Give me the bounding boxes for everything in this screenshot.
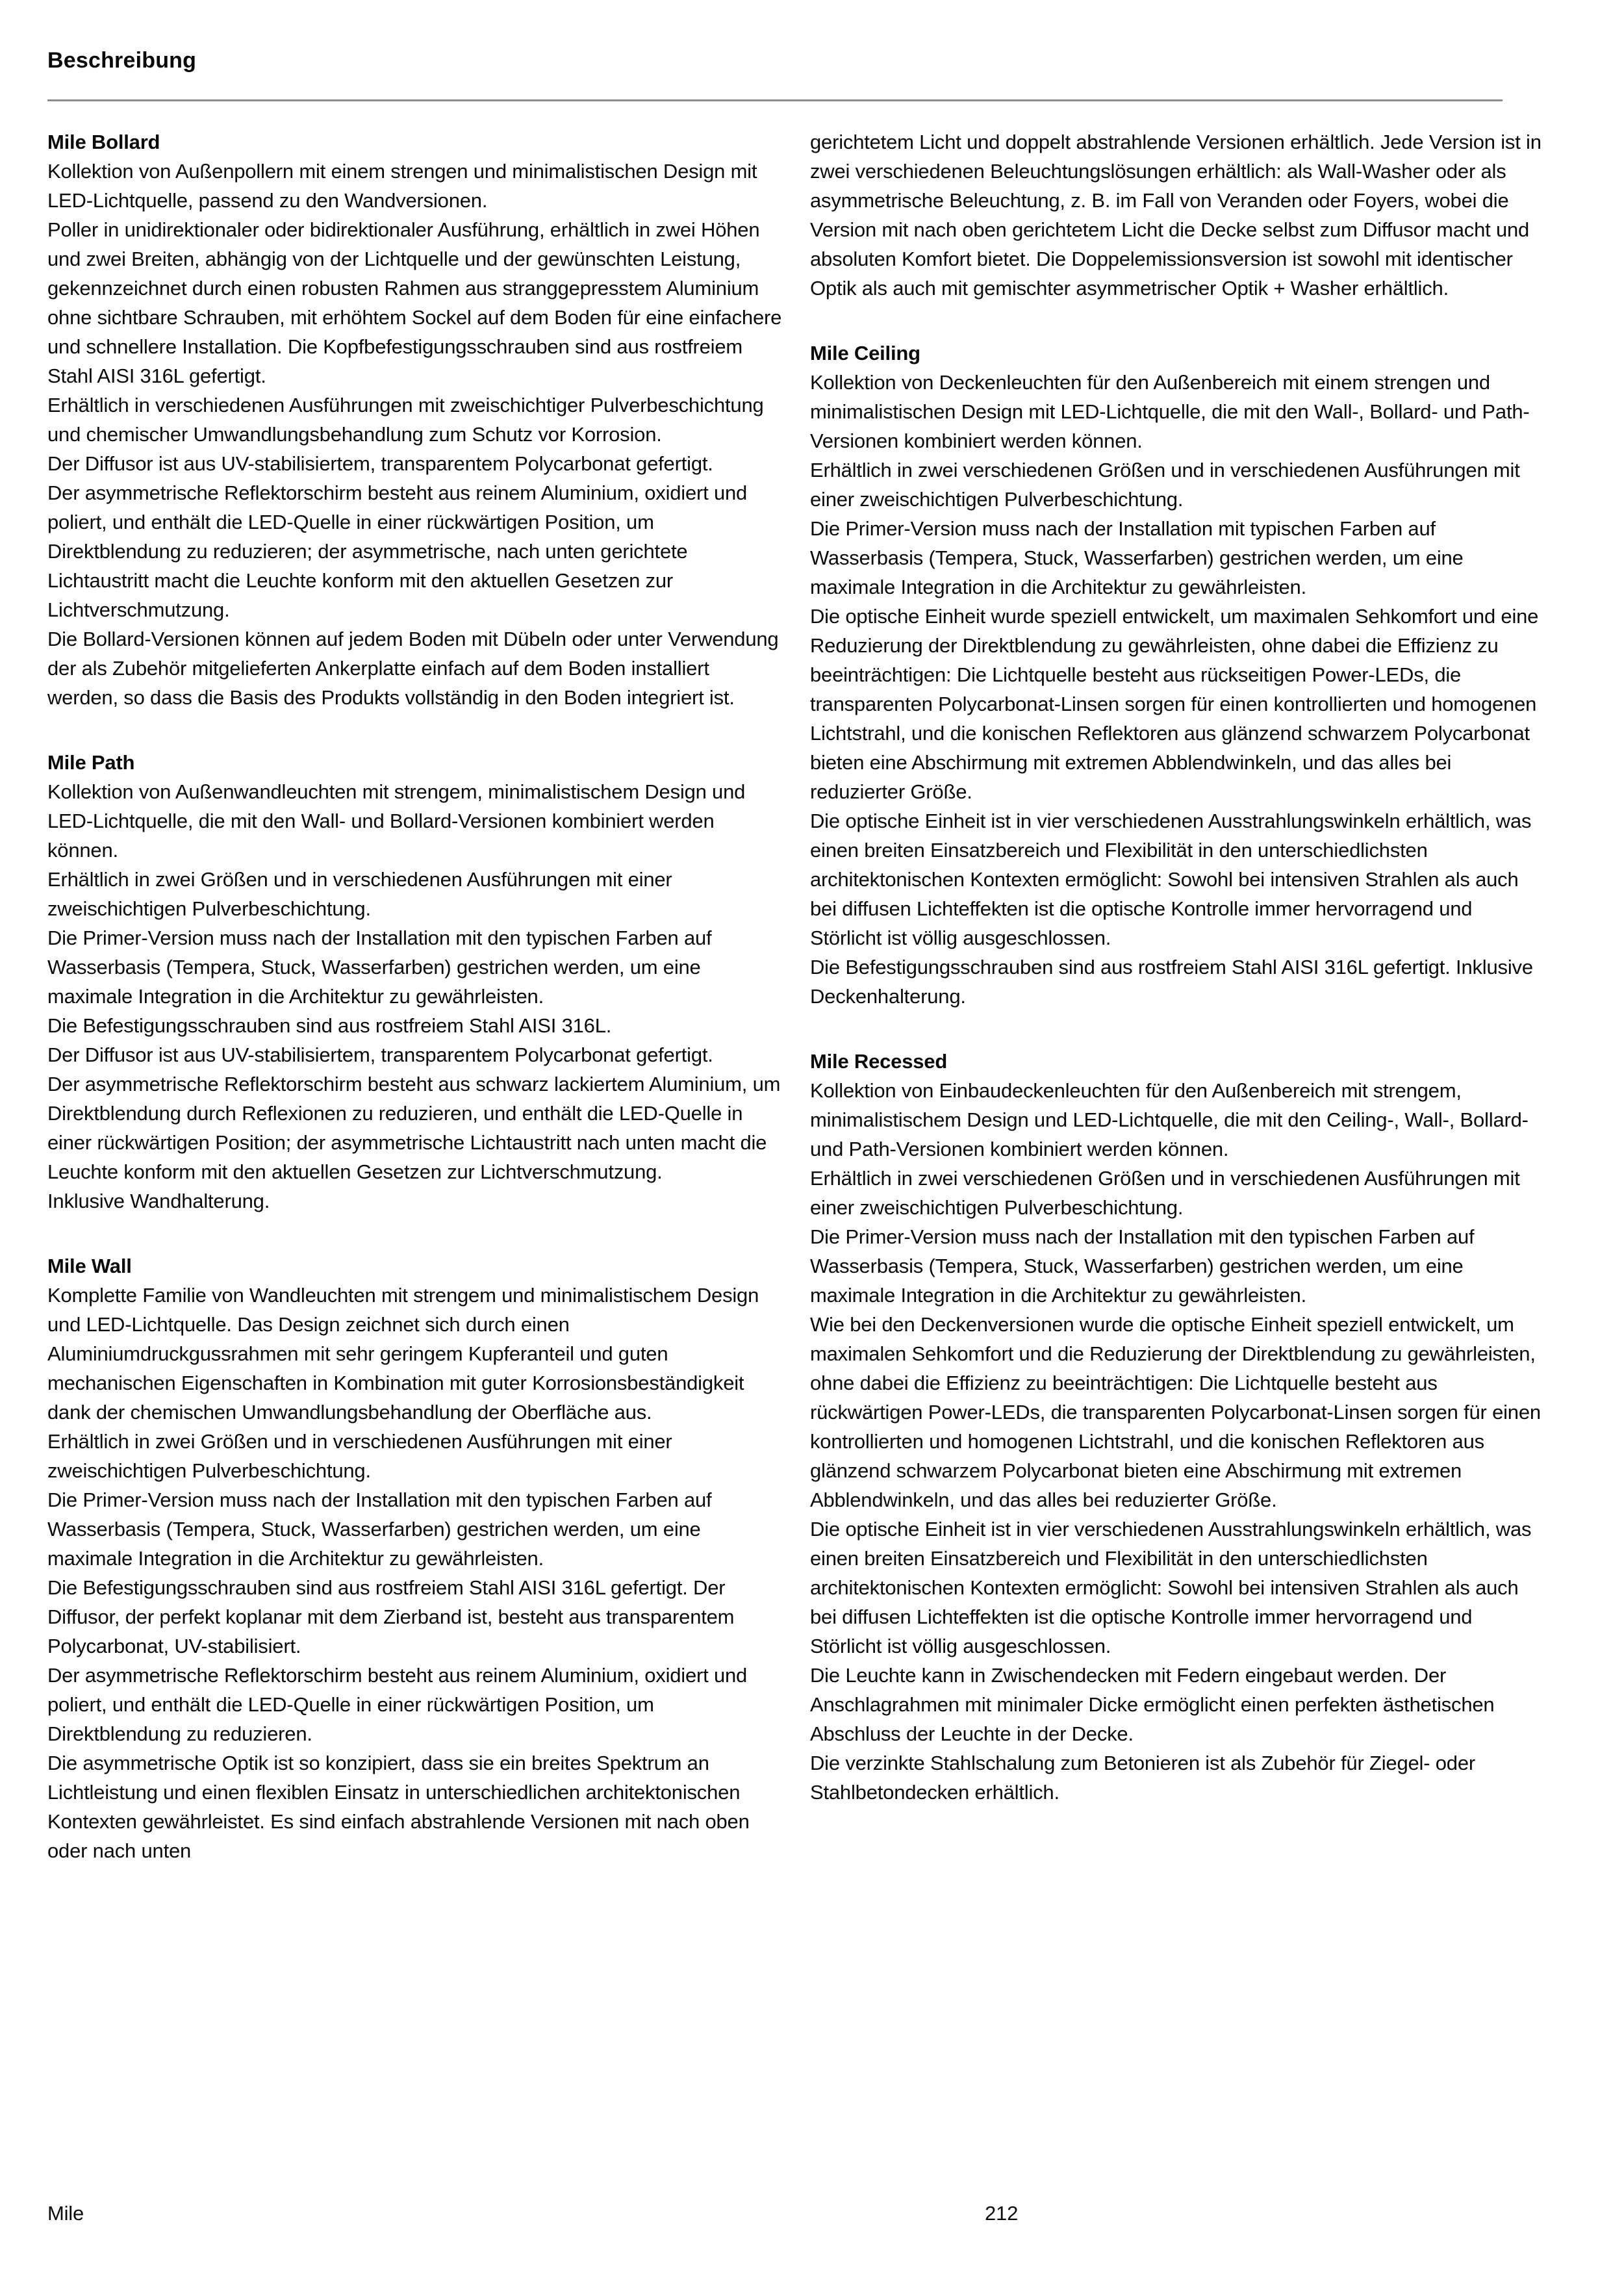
body-paragraph: Die Befestigungsschrauben sind aus rostfreiem Stahl AISI 316L gefertigt. Der Diffusor, der perfekt koplanar mit dem Zierband ist, besteht aus transparentem Polycarbonat, UV-stabilisiert. [47,1576,735,1657]
section-mile-bollard [47,127,785,712]
body-paragraph: Der asymmetrische Reflektorschirm besteht aus reinem Aluminium, oxidiert und poliert, und enthält die LED-Quelle in einer rückwärtigen Position, um Direktblendung zu reduzieren. [47,1664,748,1745]
body-paragraph: Die verzinkte Stahlschalung zum Betonieren ist als Zubehör für Ziegel- oder Stahlbetondecken erhältlich. [810,1752,1476,1804]
body-paragraph: Die optische Einheit ist in vier verschiedenen Ausstrahlungswinkeln erhältlich, was einen breiten Einsatzbereich und Flexibilität in den unterschiedlichsten architektonischen Kontexten ermöglicht: Sowohl bei intensiven Strahlen als auch bei diffusen Lichteffekten ist die optische Kontrolle immer hervorragend und Störlicht ist völlig ausgeschlossen. [810,1518,1532,1657]
section-title: Mile Recessed [810,1050,948,1073]
body-paragraph: Die Befestigungsschrauben sind aus rostfreiem Stahl AISI 316L. [47,1014,612,1037]
body-paragraph: Poller in unidirektionaler oder bidirektionaler Ausführung, erhältlich in zwei Höhen und zwei Breiten, abhängig von der Lichtquelle und der gewünschten Leistung, gekennzeichnet durch einen robusten Rahmen aus stranggepresstem Aluminium ohne sichtbare Schrauben, mit erhöhtem Sockel auf dem Boden für eine einfachere und schnellere Installation. Die Kopfbefestigungsschrauben sind aus rostfreiem Stahl AISI 316L gefertigt. [47,218,782,387]
body-paragraph: Die Primer-Version muss nach der Installation mit den typischen Farben auf Wasserbasis (Tempera, Stuck, Wasserfarben) gestrichen werden, um eine maximale Integration in die Architektur zu gewährleisten. [47,1488,712,1570]
body-paragraph: Kollektion von Deckenleuchten für den Außenbereich mit einem strengen und minimalistischen Design mit LED-Lichtquelle, die mit den Wall-, Bollard- und Path-Versionen kombiniert werden können. [810,371,1530,452]
section-title: Mile Ceiling [810,342,920,364]
section-mile-recessed [810,1047,1548,1807]
body-paragraph: Erhältlich in verschiedenen Ausführungen mit zweischichtiger Pulverbeschichtung und chemischer Umwandlungsbehandlung zum Schutz vor Korrosion. [47,394,764,446]
body-paragraph: Die Leuchte kann in Zwischendecken mit Federn eingebaut werden. Der Anschlagrahmen mit minimaler Dicke ermöglicht einen perfekten ästhetischen Abschluss der Leuchte in der Decke. [810,1664,1495,1745]
section-title: Mile Path [47,751,135,774]
body-paragraph: Wie bei den Deckenversionen wurde die optische Einheit speziell entwickelt, um maximalen Sehkomfort und die Reduzierung der Direktblendung zu gewährleisten, ohne dabei die Effizienz zu beeinträchtigen: Die Lichtquelle besteht aus rückwärtigen Power-LEDs, die transparenten Polycarbonat-Linsen sorgen für einen kontrollierten und homogenen Lichtstrahl, und die konischen Reflektoren aus glänzend schwarzem Polycarbonat bieten eine Abschirmung mit extremen Abblendwinkeln, und das alles bei reduzierter Größe. [810,1313,1541,1511]
body-paragraph: Die Befestigungsschrauben sind aus rostfreiem Stahl AISI 316L gefertigt. Inklusive Deckenhalterung. [810,956,1533,1008]
body-paragraph: Die optische Einheit ist in vier verschiedenen Ausstrahlungswinkeln erhältlich, was einen breiten Einsatzbereich und Flexibilität in den unterschiedlichsten architektonischen Kontexten ermöglicht: Sowohl bei intensiven Strahlen als auch bei diffusen Lichteffekten ist die optische Kontrolle immer hervorragend und Störlicht ist völlig ausgeschlossen. [810,810,1532,949]
body-paragraph: Die Primer-Version muss nach der Installation mit typischen Farben auf Wasserbasis (Tempera, Stuck, Wasserfarben) gestrichen werden, um eine maximale Integration in die Architektur zu gewährleisten. [810,517,1464,598]
section-title: Mile Bollard [47,131,160,153]
body-paragraph: Erhältlich in zwei Größen und in verschiedenen Ausführungen mit einer zweischichtigen Pulverbeschichtung. [47,868,672,920]
body-paragraph: Der Diffusor ist aus UV-stabilisiertem, transparentem Polycarbonat gefertigt. [47,452,713,475]
right-column [810,127,1548,1807]
body-paragraph: Komplette Familie von Wandleuchten mit strengem und minimalistischem Design und LED-Lichtquelle. Das Design zeichnet sich durch einen Aluminiumdruckgussrahmen mit sehr geringem Kupferanteil und guten mechanischen Eigenschaften in Kombination mit guter Korrosionsbeständigkeit dank der chemischen Umwandlungsbehandlung der Oberfläche aus. [47,1284,759,1424]
body-paragraph: Die Bollard-Versionen können auf jedem Boden mit Dübeln oder unter Verwendung der als Zubehör mitgelieferten Ankerplatte einfach auf dem Boden installiert werden, so dass die Basis des Produkts vollständig in den Boden integriert ist. [47,628,779,709]
section-mile-ceiling [810,339,1548,1011]
body-paragraph: Die asymmetrische Optik ist so konzipiert, dass sie ein breites Spektrum an Lichtleistung und einen flexiblen Einsatz in unterschiedlichen architektonischen Kontexten gewährleistet. Es sind einfach abstrahlende Versionen mit nach oben oder nach unten [47,1752,750,1862]
footer-product-name: Mile [47,2202,84,2225]
footer-page-number: 212 [985,2202,1019,2225]
body-paragraph: Erhältlich in zwei verschiedenen Größen und in verschiedenen Ausführungen mit einer zweischichtigen Pulverbeschichtung. [810,459,1520,511]
body-paragraph: Der Diffusor ist aus UV-stabilisiertem, transparentem Polycarbonat gefertigt. [47,1043,713,1066]
header-divider [47,99,1503,101]
body-paragraph: Erhältlich in zwei Größen und in verschiedenen Ausführungen mit einer zweischichtigen Pulverbeschichtung. [47,1430,672,1482]
body-paragraph: Kollektion von Außenpollern mit einem strengen und minimalistischen Design mit LED-Lichtquelle, passend zu den Wandversionen. [47,160,757,212]
body-paragraph: Kollektion von Einbaudeckenleuchten für den Außenbereich mit strengem, minimalistischem Design und LED-Lichtquelle, die mit den Ceiling-, Wall-, Bollard- und Path-Versionen kombiniert werden können. [810,1079,1529,1160]
body-paragraph: Der asymmetrische Reflektorschirm besteht aus reinem Aluminium, oxidiert und poliert, und enthält die LED-Quelle in einer rückwärtigen Position, um Direktblendung zu reduzieren; der asymmetrische, nach unten gerichtete Lichtaustritt macht die Leuchte konform mit den aktuellen Gesetzen zur Lichtverschmutzung. [47,481,748,621]
body-paragraph: Erhältlich in zwei verschiedenen Größen und in verschiedenen Ausführungen mit einer zweischichtigen Pulverbeschichtung. [810,1167,1520,1219]
body-paragraph: Die Primer-Version muss nach der Installation mit den typischen Farben auf Wasserbasis (Tempera, Stuck, Wasserfarben) gestrichen werden, um eine maximale Integration in die Architektur zu gewährleisten. [47,926,712,1008]
left-column [47,127,785,1865]
body-paragraph: Inklusive Wandhalterung. [47,1190,270,1212]
body-paragraph: Die Primer-Version muss nach der Installation mit den typischen Farben auf Wasserbasis (Tempera, Stuck, Wasserfarben) gestrichen werden, um eine maximale Integration in die Architektur zu gewährleisten. [810,1225,1475,1307]
body-paragraph: Kollektion von Außenwandleuchten mit strengem, minimalistischem Design und LED-Lichtquelle, die mit den Wall- und Bollard-Versionen kombiniert werden können. [47,780,746,862]
continuation-paragraph: gerichtetem Licht und doppelt abstrahlende Versionen erhältlich. Jede Version ist in zwei verschiedenen Beleuchtungslösungen erhältlich: als Wall-Washer oder als asymmetrische Beleuchtung, z. B. im Fall von Veranden oder Foyers, wobei die Version mit nach oben gerichtetem Licht die Decke selbst zum Diffusor macht und absoluten Komfort bietet. Die Doppelemissionsversion ist sowohl mit identischer Optik als auch mit gemischter asymmetrischer Optik + Washer erhältlich. [810,131,1542,300]
section-mile-path [47,748,785,1216]
body-paragraph: Der asymmetrische Reflektorschirm besteht aus schwarz lackiertem Aluminium, um Direktblendung durch Reflexionen zu reduzieren, und enthält die LED-Quelle in einer rückwärtigen Position; der asymmetrische Lichtaustritt nach unten macht die Leuchte konform mit den aktuellen Gesetzen zur Lichtverschmutzung. [47,1073,781,1183]
body-paragraph: Die optische Einheit wurde speziell entwickelt, um maximalen Sehkomfort und eine Reduzierung der Direktblendung zu gewährleisten, ohne dabei die Effizienz zu beeinträchtigen: Die Lichtquelle besteht aus rückseitigen Power-LEDs, die transparenten Polycarbonat-Linsen sorgen für einen kontrollierten und homogenen Lichtstrahl, und die konischen Reflektoren aus glänzend schwarzem Polycarbonat bieten eine Abschirmung mit extremen Abblendwinkeln, und das alles bei reduzierter Größe. [810,605,1539,803]
section-title: Mile Wall [47,1255,132,1277]
section-mile-wall [47,1251,785,1865]
page-title: Beschreibung [47,48,197,73]
